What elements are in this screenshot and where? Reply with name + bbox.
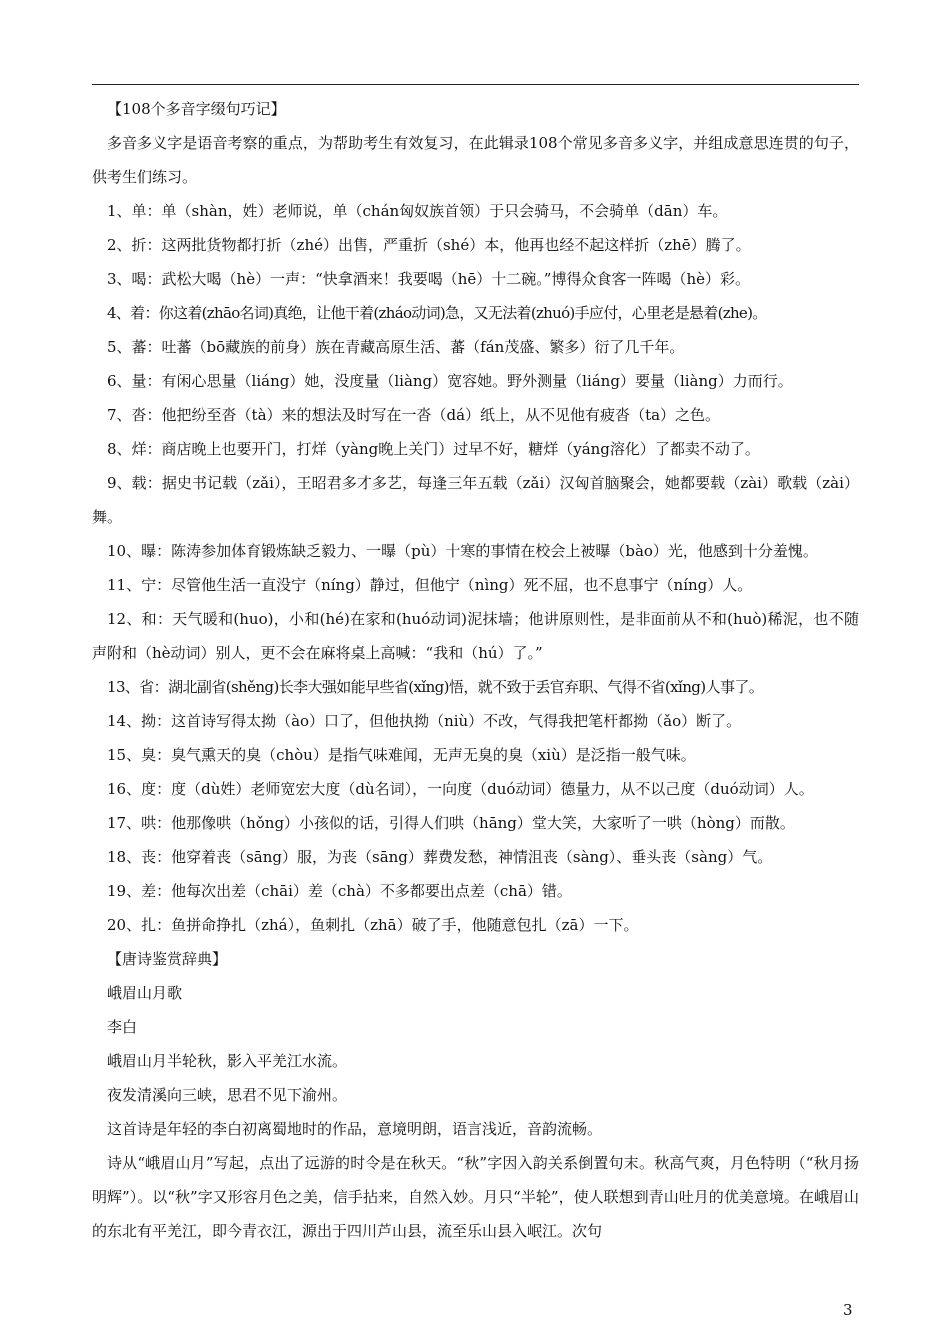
header-rule xyxy=(92,84,859,85)
list-item: 13、省：湖北副省(shěng)长李大强如能早些省(xǐng)悟，就不致于丢官弃职、气得不省(xǐng)人事了。 xyxy=(107,678,764,696)
poem-line: 峨眉山月半轮秋，影入平羌江水流。 xyxy=(107,1052,348,1070)
list-item: 7、沓：他把纷至沓（tà）来的想法及时写在一沓（dá）纸上，从不见他有疲沓（ta）之色。 xyxy=(107,406,721,424)
list-item: 14、拗：这首诗写得太拗（ào）口了，但他执拗（niù）不改，气得我把笔杆都拗（ǎo）断了。 xyxy=(107,712,742,730)
list-item: 12、和：天气暖和(huo)，小和(hé)在家和(huó动词)泥抹墙；他讲原则性，是非面前从不和(huò)稀泥，也不随声附和（hè动词）别人，更不会在麻将桌上高喊：“我和（hú）了。” xyxy=(92,610,859,662)
list-item: 8、烊：商店晚上也要开门，打烊（yàng晚上关门）过早不好，糖烊（yáng溶化）了都卖不动了。 xyxy=(107,440,760,458)
section-title-tang-poetry: 【唐诗鉴赏辞典】 xyxy=(107,950,228,968)
list-item: 2、折：这两批货物都打折（zhé）出售，严重折（shé）本，他再也经不起这样折（zhē）腾了。 xyxy=(107,236,751,254)
list-item: 15、臭：臭气熏天的臭（chòu）是指气味难闻，无声无臭的臭（xiù）是泛指一般气味。 xyxy=(107,746,696,764)
page-content xyxy=(92,92,859,1248)
poem-line: 夜发清溪向三峡，思君不见下渝州。 xyxy=(107,1086,348,1104)
poem-title: 峨眉山月歌 xyxy=(107,984,183,1002)
list-item: 18、丧：他穿着丧（sāng）服，为丧（sāng）葬费发愁，神情沮丧（sàng）、垂头丧（sàng）气。 xyxy=(107,848,773,866)
list-item: 19、差：他每次出差（chāi）差（chà）不多都要出点差（chā）错。 xyxy=(107,882,572,900)
intro-paragraph: 多音多义字是语音考察的重点，为帮助考生有效复习，在此辑录108个常见多音多义字，并组成意思连贯的句子，供考生们练习。 xyxy=(92,134,859,186)
commentary-paragraph: 诗从“峨眉山月”写起，点出了远游的时令是在秋天。“秋”字因入韵关系倒置句末。秋高气爽，月色特明（“秋月扬明辉”）。以“秋”字又形容月色之美，信手拈来，自然入妙。月只“半轮”，使人联想到青山吐月的优美意境。在峨眉山的东北有平羌江，即今青衣江，源出于四川芦山县，流至乐山县入岷江。次句 xyxy=(92,1154,859,1240)
list-item: 4、着：你这着(zhāo名词)真绝，让他干着(zháo动词)急，又无法着(zhuó)手应付，心里老是悬着(zhe)。 xyxy=(107,304,767,322)
commentary-paragraph: 这首诗是年轻的李白初离蜀地时的作品，意境明朗，语言浅近，音韵流畅。 xyxy=(107,1120,603,1138)
list-item: 3、喝：武松大喝（hè）一声：“快拿酒来！我要喝（hē）十二碗。”博得众食客一阵喝（hè）彩。 xyxy=(107,270,750,288)
list-item: 9、载：据史书记载（zǎi），王昭君多才多艺，每逢三年五载（zǎi）汉匈首脑聚会，她都要载（zài）歌载（zài）舞。 xyxy=(92,474,859,526)
list-item: 20、扎：鱼拼命挣扎（zhá），鱼刺扎（zhā）破了手，他随意包扎（zā）一下。 xyxy=(107,916,639,934)
list-item: 1、单：单（shàn，姓）老师说，单（chán匈奴族首领）于只会骑马，不会骑单（dān）车。 xyxy=(107,202,728,220)
page-number: 3 xyxy=(843,1301,853,1319)
list-item: 17、哄：他那像哄（hǒng）小孩似的话，引得人们哄（hāng）堂大笑，大家听了一哄（hòng）而散。 xyxy=(107,814,795,832)
section-title-polyphones: 【108个多音字缀句巧记】 xyxy=(107,100,286,118)
list-item: 11、宁：尽管他生活一直没宁（níng）静过，但他宁（nìng）死不屈，也不息事宁（níng）人。 xyxy=(107,576,753,594)
list-item: 10、曝：陈涛参加体育锻炼缺乏毅力、一曝（pù）十寒的事情在校会上被曝（bào）光，他感到十分羞愧。 xyxy=(107,542,818,560)
poem-author: 李白 xyxy=(107,1018,138,1036)
list-item: 16、度：度（dù姓）老师宽宏大度（dù名词），一向度（duó动词）德量力，从不以己度（duó动词）人。 xyxy=(107,780,814,798)
list-item: 6、量：有闲心思量（liáng）她，没度量（liàng）宽容她。野外测量（liáng）要量（liàng）力而行。 xyxy=(107,372,793,390)
list-item: 5、蕃：吐蕃（bō藏族的前身）族在青藏高原生活、蕃（fán茂盛、繁多）衍了几千年。 xyxy=(107,338,685,356)
